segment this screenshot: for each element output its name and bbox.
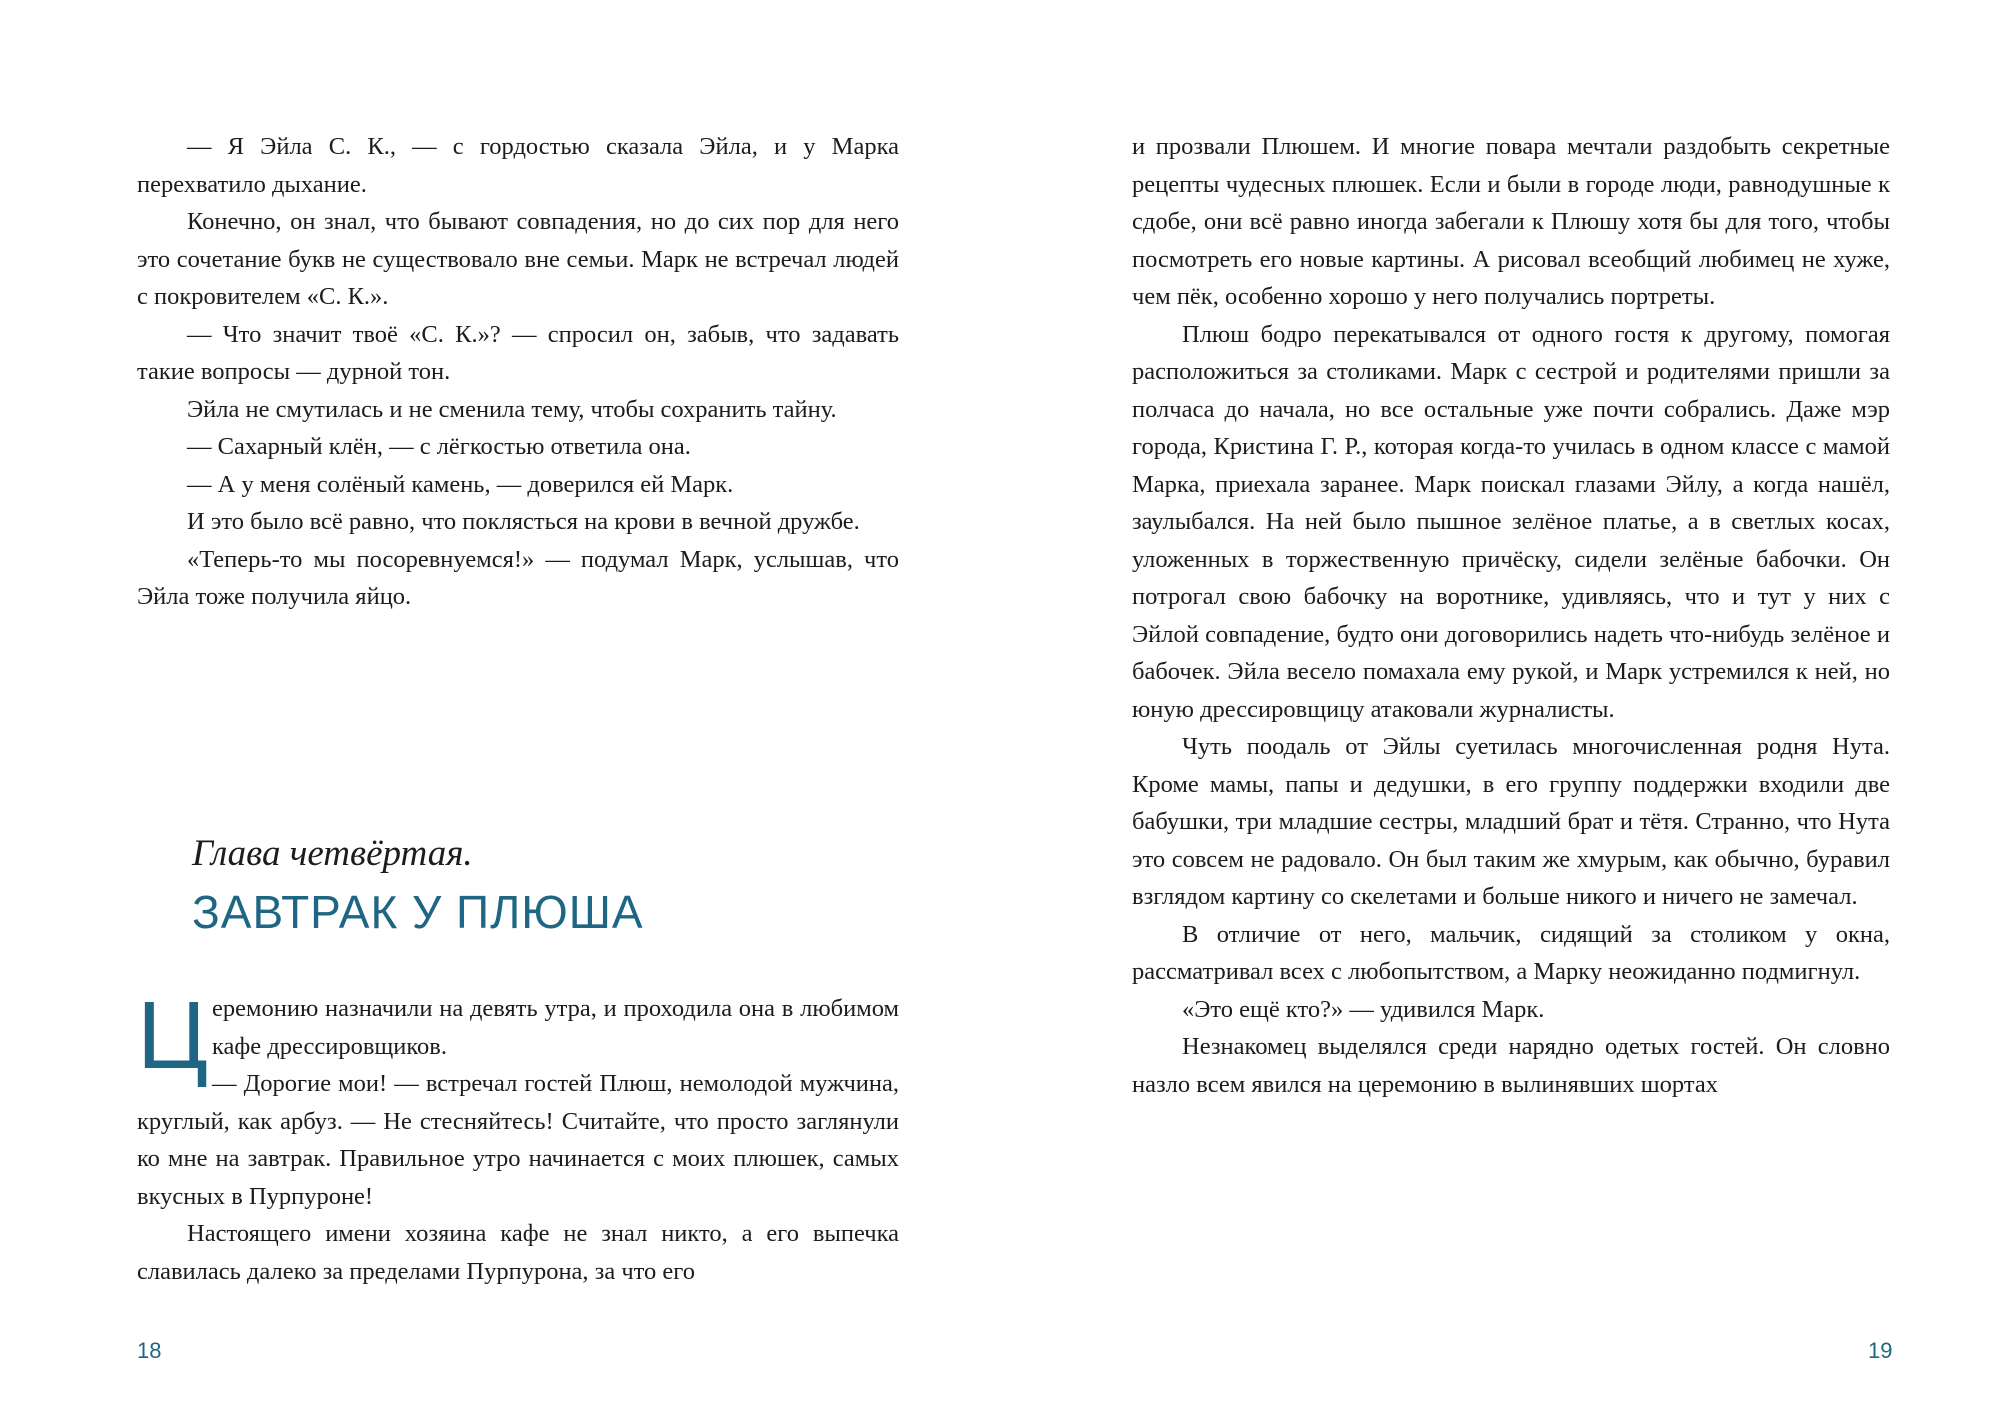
paragraph: — А у меня солёный камень, — доверился ей Марк.: [187, 470, 734, 498]
paragraph: В отличие от него, мальчик, сидящий за столиком у окна, рассматривал всех с любопытством, а Марку неожиданно подмигнул.: [1132, 920, 1890, 985]
paragraph: и прозвали Плюшем. И многие повара мечтали раздобыть секретные рецепты чудесных плюшек. Если и были в городе люди, равнодушные к сдобе, они всё равно иногда забегали к Плюшу хотя бы для того, чтобы посмотреть его новые картины. А рисовал всеобщий любимец не хуже, чем пёк, особенно хорошо у него получались портреты.: [1132, 133, 1890, 310]
drop-cap: Ц: [137, 982, 209, 1089]
paragraph: Плюш бодро перекатывался от одного гостя к другому, помогая расположиться за столиками. Марк с сестрой и родителями пришли за полчаса до начала, но все остальные уже почти собрались. Даже мэр города, Кристина Г. Р., которая когда-то училась в одном классе с мамой Марка, приехала заранее. Марк поискал глазами Эйлу, а когда нашёл, заулыбался. На ней было пышное зелёное платье, а в светлых косах, уложенных в торжественную причёску, сидели зелёные бабочки. Он потрогал свою бабочку на воротнике, удивляясь, что и тут у них с Эйлой совпадение, будто они договорились надеть что-нибудь зелёное и бабочек. Эйла весело помахала ему рукой, и Марк устремился к ней, но юную дрессировщицу атаковали журналисты.: [1132, 320, 1890, 723]
paragraph: — Что значит твоё «С. К.»? — спросил он, забыв, что задавать такие вопросы — дурной тон.: [137, 320, 899, 385]
paragraph: — Дорогие мои! — встречал гостей Плюш, немолодой мужчина, круглый, как арбуз. — Не стесняйтесь! Считайте, что просто заглянули ко мне на завтрак. Правильное утро начинается с моих плюшек, самых вкусных в Пурпуроне!: [137, 1070, 899, 1210]
page-number-left: 18: [137, 1338, 162, 1363]
left-top-text: [137, 128, 899, 616]
right-page: [1004, 0, 2008, 1418]
left-bottom-text: [137, 982, 899, 1290]
chapter-title: ЗАВТРАК У ПЛЮША: [192, 886, 644, 938]
paragraph: Чуть поодаль от Эйлы суетилась многочисленная родня Нута. Кроме мамы, папы и дедушки, в его группу поддержки входили две бабушки, три младшие сестры, младший брат и тётя. Странно, что Нута это совсем не радовало. Он был таким же хмурым, как обычно, буравил взглядом картину со скелетами и больше никого и ничего не замечал.: [1132, 733, 1890, 910]
chapter-heading: [192, 832, 644, 940]
first-paragraph-text: еремонию назначили на девять утра, и проходила она в любимом кафе дрессировщиков.: [212, 995, 899, 1060]
paragraph: Конечно, он знал, что бывают совпадения, но до сих пор для него это сочетание букв не существовало вне семьи. Марк не встречал людей с покровителем «С. К.».: [137, 208, 899, 310]
paragraph: Эйла не смутилась и не сменила тему, чтобы сохранить тайну.: [187, 395, 837, 423]
first-paragraph: [137, 982, 899, 1089]
paragraph: Настоящего имени хозяина кафе не знал никто, а его выпечка славилась далеко за пределами Пурпурона, за что его: [137, 1220, 899, 1285]
paragraph: — Сахарный клён, — с лёгкостью ответила она.: [187, 433, 691, 460]
paragraph: «Это ещё кто?» — удивился Марк.: [1182, 995, 1545, 1023]
page-number-right: 19: [1868, 1338, 1893, 1363]
paragraph: И это было всё равно, что поклясться на крови в вечной дружбе.: [187, 508, 860, 535]
paragraph: — Я Эйла С. К., — с гордостью сказала Эйла, и у Марка перехватило дыхание.: [137, 133, 899, 198]
right-text: [1132, 128, 1890, 1103]
paragraph: «Теперь-то мы посоревнуемся!» — подумал Марк, услышав, что Эйла тоже получила яйцо.: [137, 545, 899, 610]
paragraph: Незнакомец выделялся среди нарядно одетых гостей. Он словно назло всем явился на церемонию в вылинявших шортах: [1132, 1033, 1890, 1098]
chapter-label: Глава четвёртая.: [192, 833, 473, 874]
